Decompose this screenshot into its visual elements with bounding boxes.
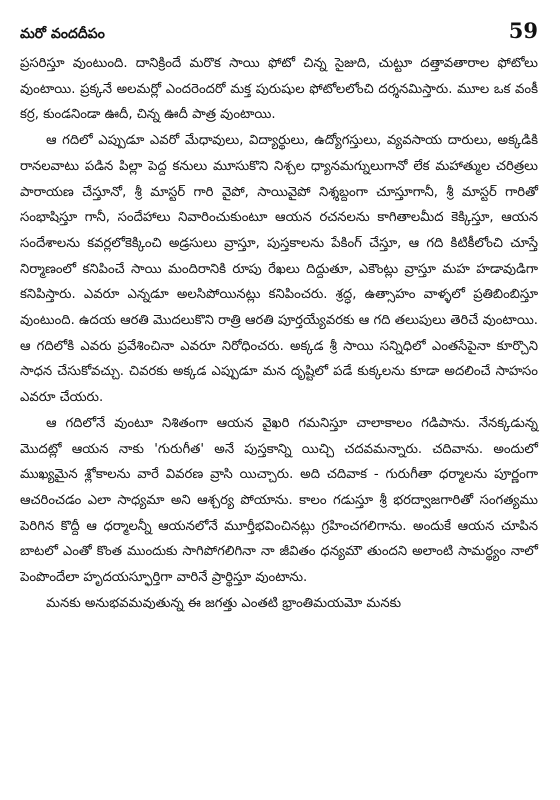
page-body: [20, 51, 538, 616]
page-number: 59: [508, 18, 538, 43]
paragraph-continued: ప్రసరిస్తూ వుంటుంది. దానిక్రిందే మరొక సాయి ఫోటో చిన్న సైజుది, చుట్టూ దత్తావతారాల ఫోటోలు వుంటాయి. ప్రక్కనే అలమర్లో ఎందరెందరో మక్త పురుషుల ఫోటోలలోంచి దర్శనమిస్తారు. మూల ఒక వంకీ కర్ర, కుండనిండా ఊదీ, చిన్న ఊదీ పాత్ర వుంటాయి.: [20, 56, 538, 123]
running-title: మరో వందదీపం: [20, 26, 105, 42]
paragraph: ఆ గదిలోనే వుంటూ నిశితంగా ఆయన వైఖరి గమనిస్తూ చాలాకాలం గడిపాను. నేనక్కడున్న మొదట్లో ఆయన నాకు 'గురుగీత' అనే పుస్తకాన్ని యిచ్చి చదవమన్నారు. చదివాను. అందులో ముఖ్యమైన శ్లోకాలను వారే వివరణ వ్రాసి యిచ్చారు. అది చదివాక - గురుగీతా ధర్మాలను పూర్ణంగా ఆచరించడం ఎలా సాధ్యమా అని ఆశ్చర్య పోయాను. కాలం గడుస్తూ శ్రీ భరద్వాజగారితో సంగత్యము పెరిగిన కొద్దీ ఆ ధర్మాలన్నీ ఆయనలోనే మూర్తీభవించినట్లు గ్రహించగలిగాను. అందుకే ఆయన చూపిన బాటలో ఎంతో కొంత ముందుకు సాగిపోగలిగినా నా జీవితం ధన్యమౌ తుందని అలాంటి సామర్థ్యం నాలో పెంపొందేలా హృదయస్ఫూర్తిగా వారినే ప్రార్థిస్తూ వుంటాను.: [20, 415, 538, 586]
paragraph: ఆ గదిలో ఎప్పుడూ ఎవరో మేధావులు, విద్యార్థులు, ఉద్యోగస్తులు, వ్యవసాయ దారులు, అక్కడికి రానలవాటు పడిన పిల్లా పెద్ద కనులు మూసుకొని నిశ్చల ధ్యానమగ్నులుగానో లేక మహాత్ముల చరిత్రలు పారాయణ చేస్తూనో, శ్రీ మాస్టర్ గారి వైపో, సాయివైపో నిశ్శబ్దంగా చూస్తూగానీ, శ్రీ మాస్టర్ గారితో సంభాషిస్తూ గానీ, సందేహాలు నివారించుకుంటూ ఆయన రచనలను కాగితాలమీద కెక్కిస్తూ, ఆయన సందేశాలను కవర్లలోకెక్కించి అడ్రసులు వ్రాస్తూ, పుస్తకాలను పేకింగ్ చేస్తూ, ఆ గది కిటికీలోంచి చూస్తే నిర్మాణంలో కనిపించే సాయి మందిరానికి రూపు రేఖలు దిద్దుతూ, ఎకౌంట్లు వ్రాస్తూ మహ హడావుడిగా కనిపిస్తారు. ఎవరూ ఎన్నడూ అలసిపోయినట్లు కనిపించరు. శ్రద్ధ, ఉత్సాహం వాళ్ళలో ప్రతిబింబిస్తూ వుంటుంది. ఉదయ ఆరతి మొదలుకొని రాత్రి ఆరతి పూర్తయ్యేవరకు ఆ గది తలుపులు తెరిచే వుంటాయి. ఆ గదిలోకి ఎవరు ప్రవేశించినా ఎవరూ నిరోధించరు. అక్కడ శ్రీ సాయి సన్నిధిలో ఎంతసేపైనా కూర్చొని సాధన చేసుకోవచ్చు. చివరకు అక్కడ ఎప్పుడూ మన దృష్టిలో పడే కుక్కలను కూడా అదలించే సాహసం ఎవరూ చేయరు.: [20, 133, 538, 406]
paragraph-cut-off: మనకు అనుభవమవుతున్న ఈ జగత్తు ఎంతటి భ్రాంతిమయమో మనకు: [46, 595, 402, 611]
page-header: [20, 18, 538, 45]
